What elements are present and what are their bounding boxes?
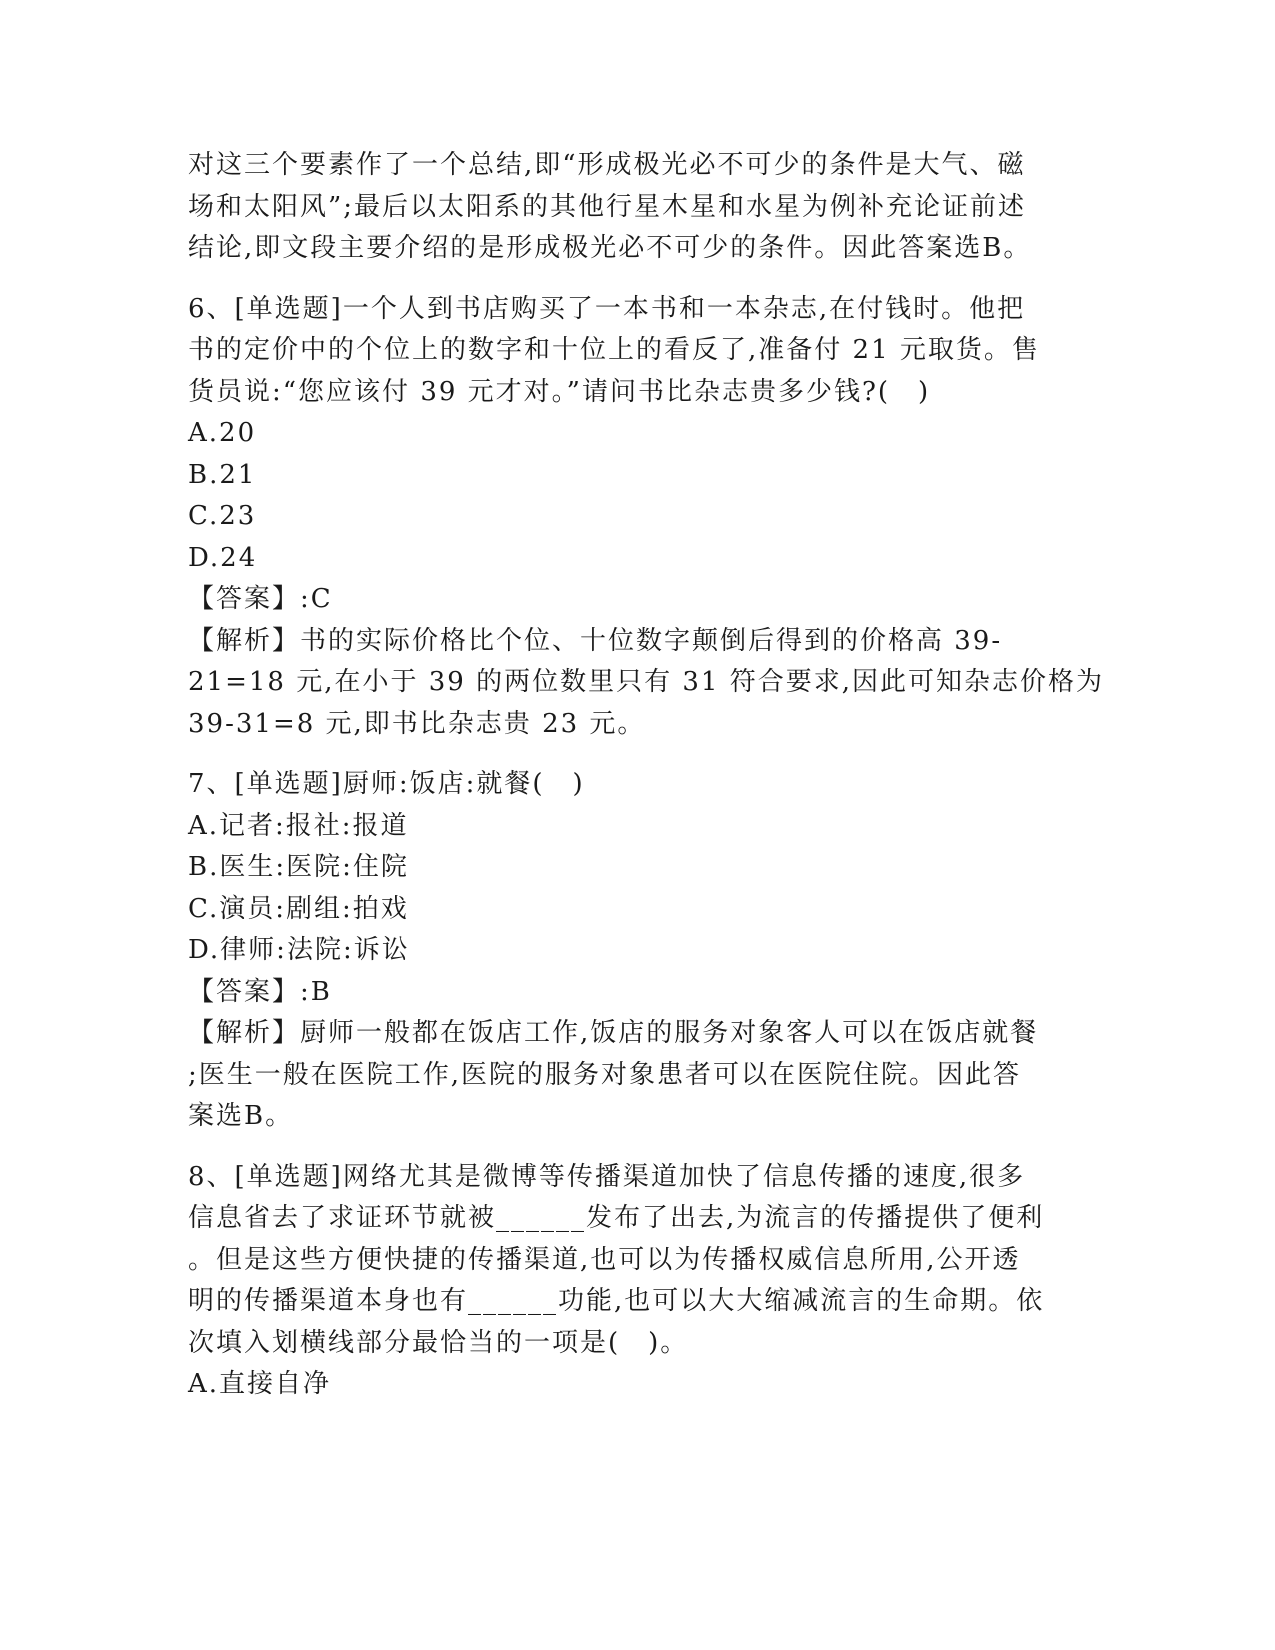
question-stem: 8、[单选题]网络尤其是微博等传播渠道加快了信息传播的速度,很多 xyxy=(188,1161,1026,1192)
answer-line: 【答案】:B xyxy=(188,976,332,1007)
option-d: D.24 xyxy=(188,542,258,573)
intro-paragraph xyxy=(188,145,1088,270)
analysis-line: 21=18 元,在小于 39 的两位数里只有 31 符合要求,因此可知杂志价格为 xyxy=(188,667,1104,697)
option-c: C.23 xyxy=(188,501,257,531)
text-line: 结论,即文段主要介绍的是形成极光必不可少的条件。因此答案选B。 xyxy=(188,233,1032,263)
analysis-line: 39-31=8 元,即书比杂志贵 23 元。 xyxy=(188,708,646,739)
option-b: B.医生:医院:住院 xyxy=(188,852,409,882)
answer-line: 【答案】:C xyxy=(188,584,333,614)
option-a: A.直接自净 xyxy=(188,1369,332,1399)
analysis-line: ;医生一般在医院工作,医院的服务对象患者可以在医院住院。因此答 xyxy=(188,1059,1022,1090)
paragraph-gap xyxy=(188,1138,1088,1157)
question-7 xyxy=(188,764,1088,1138)
question-8 xyxy=(188,1157,1088,1406)
question-6 xyxy=(188,289,1104,746)
question-stem: 书的定价中的个位上的数字和十位上的看反了,准备付 21 元取货。售 xyxy=(188,335,1040,365)
question-stem: 。但是这些方便快捷的传播渠道,也可以为传播权威信息所用,公开透 xyxy=(188,1244,1021,1275)
question-stem: 明的传播渠道本身也有______功能,也可以大大缩减流言的生命期。依 xyxy=(188,1286,1045,1316)
option-d: D.律师:法院:诉讼 xyxy=(188,935,410,965)
question-stem: 6、[单选题]一个人到书店购买了一本书和一本杂志,在付钱时。他把 xyxy=(188,293,1026,324)
option-b: B.21 xyxy=(188,459,257,490)
option-c: C.演员:剧组:拍戏 xyxy=(188,893,409,924)
question-stem: 7、[单选题]厨师:饭店:就餐( ) xyxy=(188,769,585,799)
analysis-line: 【解析】厨师一般都在饭店工作,饭店的服务对象客人可以在饭店就餐 xyxy=(188,1018,1039,1048)
document-page xyxy=(188,145,1104,1406)
question-stem: 货员说:“您应该付 39 元才对。”请问书比杂志贵多少钱?( ) xyxy=(188,376,931,407)
text-line: 场和太阳风”;最后以太阳系的其他行星木星和水星为例补充论证前述 xyxy=(188,191,1027,222)
option-a: A.20 xyxy=(188,418,257,448)
option-a: A.记者:报社:报道 xyxy=(188,810,409,841)
question-stem: 信息省去了求证环节就被______发布了出去,为流言的传播提供了便利 xyxy=(188,1203,1045,1233)
paragraph-gap xyxy=(188,745,1088,764)
paragraph-gap xyxy=(188,270,1088,289)
text-line: 对这三个要素作了一个总结,即“形成极光必不可少的条件是大气、磁 xyxy=(188,150,1026,180)
analysis-line: 【解析】书的实际价格比个位、十位数字颠倒后得到的价格高 39- xyxy=(188,625,1003,656)
analysis-line: 案选B。 xyxy=(188,1101,294,1131)
question-stem: 次填入划横线部分最恰当的一项是( )。 xyxy=(188,1327,689,1358)
